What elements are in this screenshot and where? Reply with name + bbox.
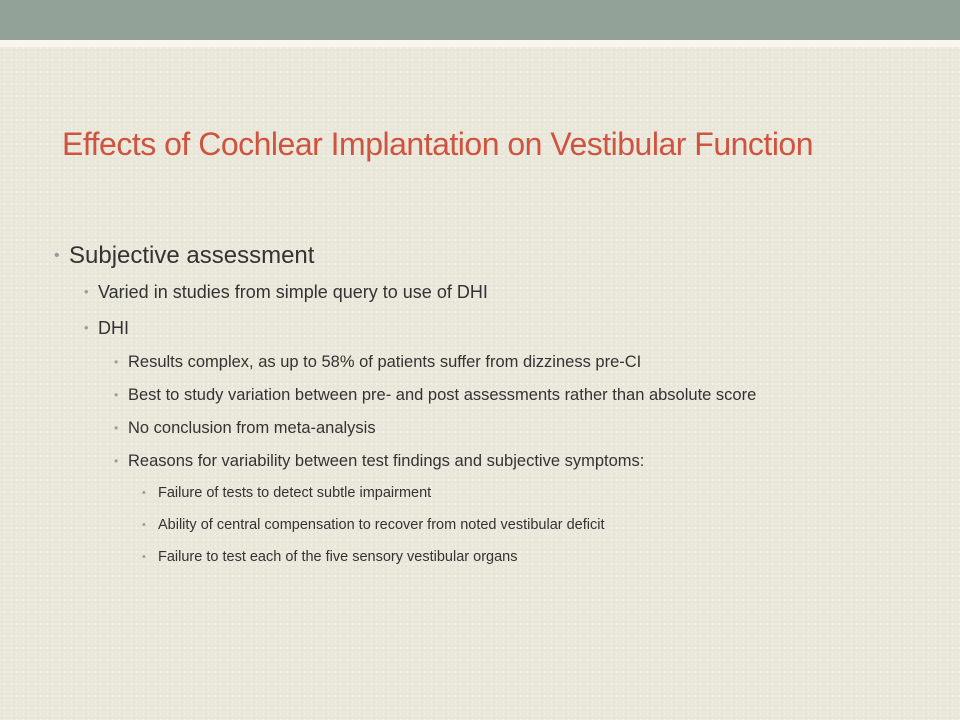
- top-accent-bar: [0, 0, 960, 40]
- bullet-item-no-conclusion: [114, 418, 894, 439]
- bullet-icon: •: [142, 519, 146, 531]
- bullet-icon: •: [114, 454, 119, 468]
- bullet-item-five-sensory-organs: [142, 548, 894, 567]
- bullet-text: Reasons for variability between test findings and subjective symptoms:: [128, 452, 645, 470]
- bullet-text: DHI: [98, 318, 129, 338]
- bullet-icon: •: [114, 421, 119, 435]
- bullet-icon: •: [54, 247, 60, 264]
- bullet-item-results-complex: [114, 352, 894, 373]
- bullet-icon: •: [114, 388, 119, 402]
- bullet-text: Failure to test each of the five sensory vestibular organs: [158, 549, 518, 565]
- slide-title: Effects of Cochlear Implantation on Vestibular Function: [62, 126, 814, 162]
- bullet-item-subjective-assessment: [54, 241, 894, 271]
- bullet-text: Best to study variation between pre- and post assessments rather than absolute score: [128, 386, 757, 404]
- bullet-icon: •: [142, 551, 146, 563]
- bullet-item-best-to-study: [114, 385, 894, 406]
- bullet-text: Results complex, as up to 58% of patients suffer from dizziness pre-CI: [128, 353, 642, 371]
- bullet-icon: •: [142, 487, 146, 499]
- bullet-item-dhi: [84, 316, 894, 340]
- top-divider-line: [0, 40, 960, 47]
- bullet-icon: •: [84, 320, 89, 335]
- bullet-item-central-compensation: [142, 516, 894, 535]
- bullet-item-reasons-for-variability: [114, 451, 894, 472]
- bullet-text: Subjective assessment: [69, 242, 315, 269]
- bullet-list: [54, 241, 894, 580]
- bullet-item-failure-of-tests: [142, 484, 894, 503]
- bullet-icon: •: [114, 355, 119, 369]
- bullet-text: Varied in studies from simple query to use of DHI: [98, 282, 488, 302]
- bullet-item-varied-in-studies: [84, 280, 894, 304]
- bullet-text: Ability of central compensation to recover from noted vestibular deficit: [158, 517, 605, 533]
- bullet-text: No conclusion from meta-analysis: [128, 419, 376, 437]
- bullet-text: Failure of tests to detect subtle impairment: [158, 485, 432, 501]
- bullet-icon: •: [84, 284, 89, 299]
